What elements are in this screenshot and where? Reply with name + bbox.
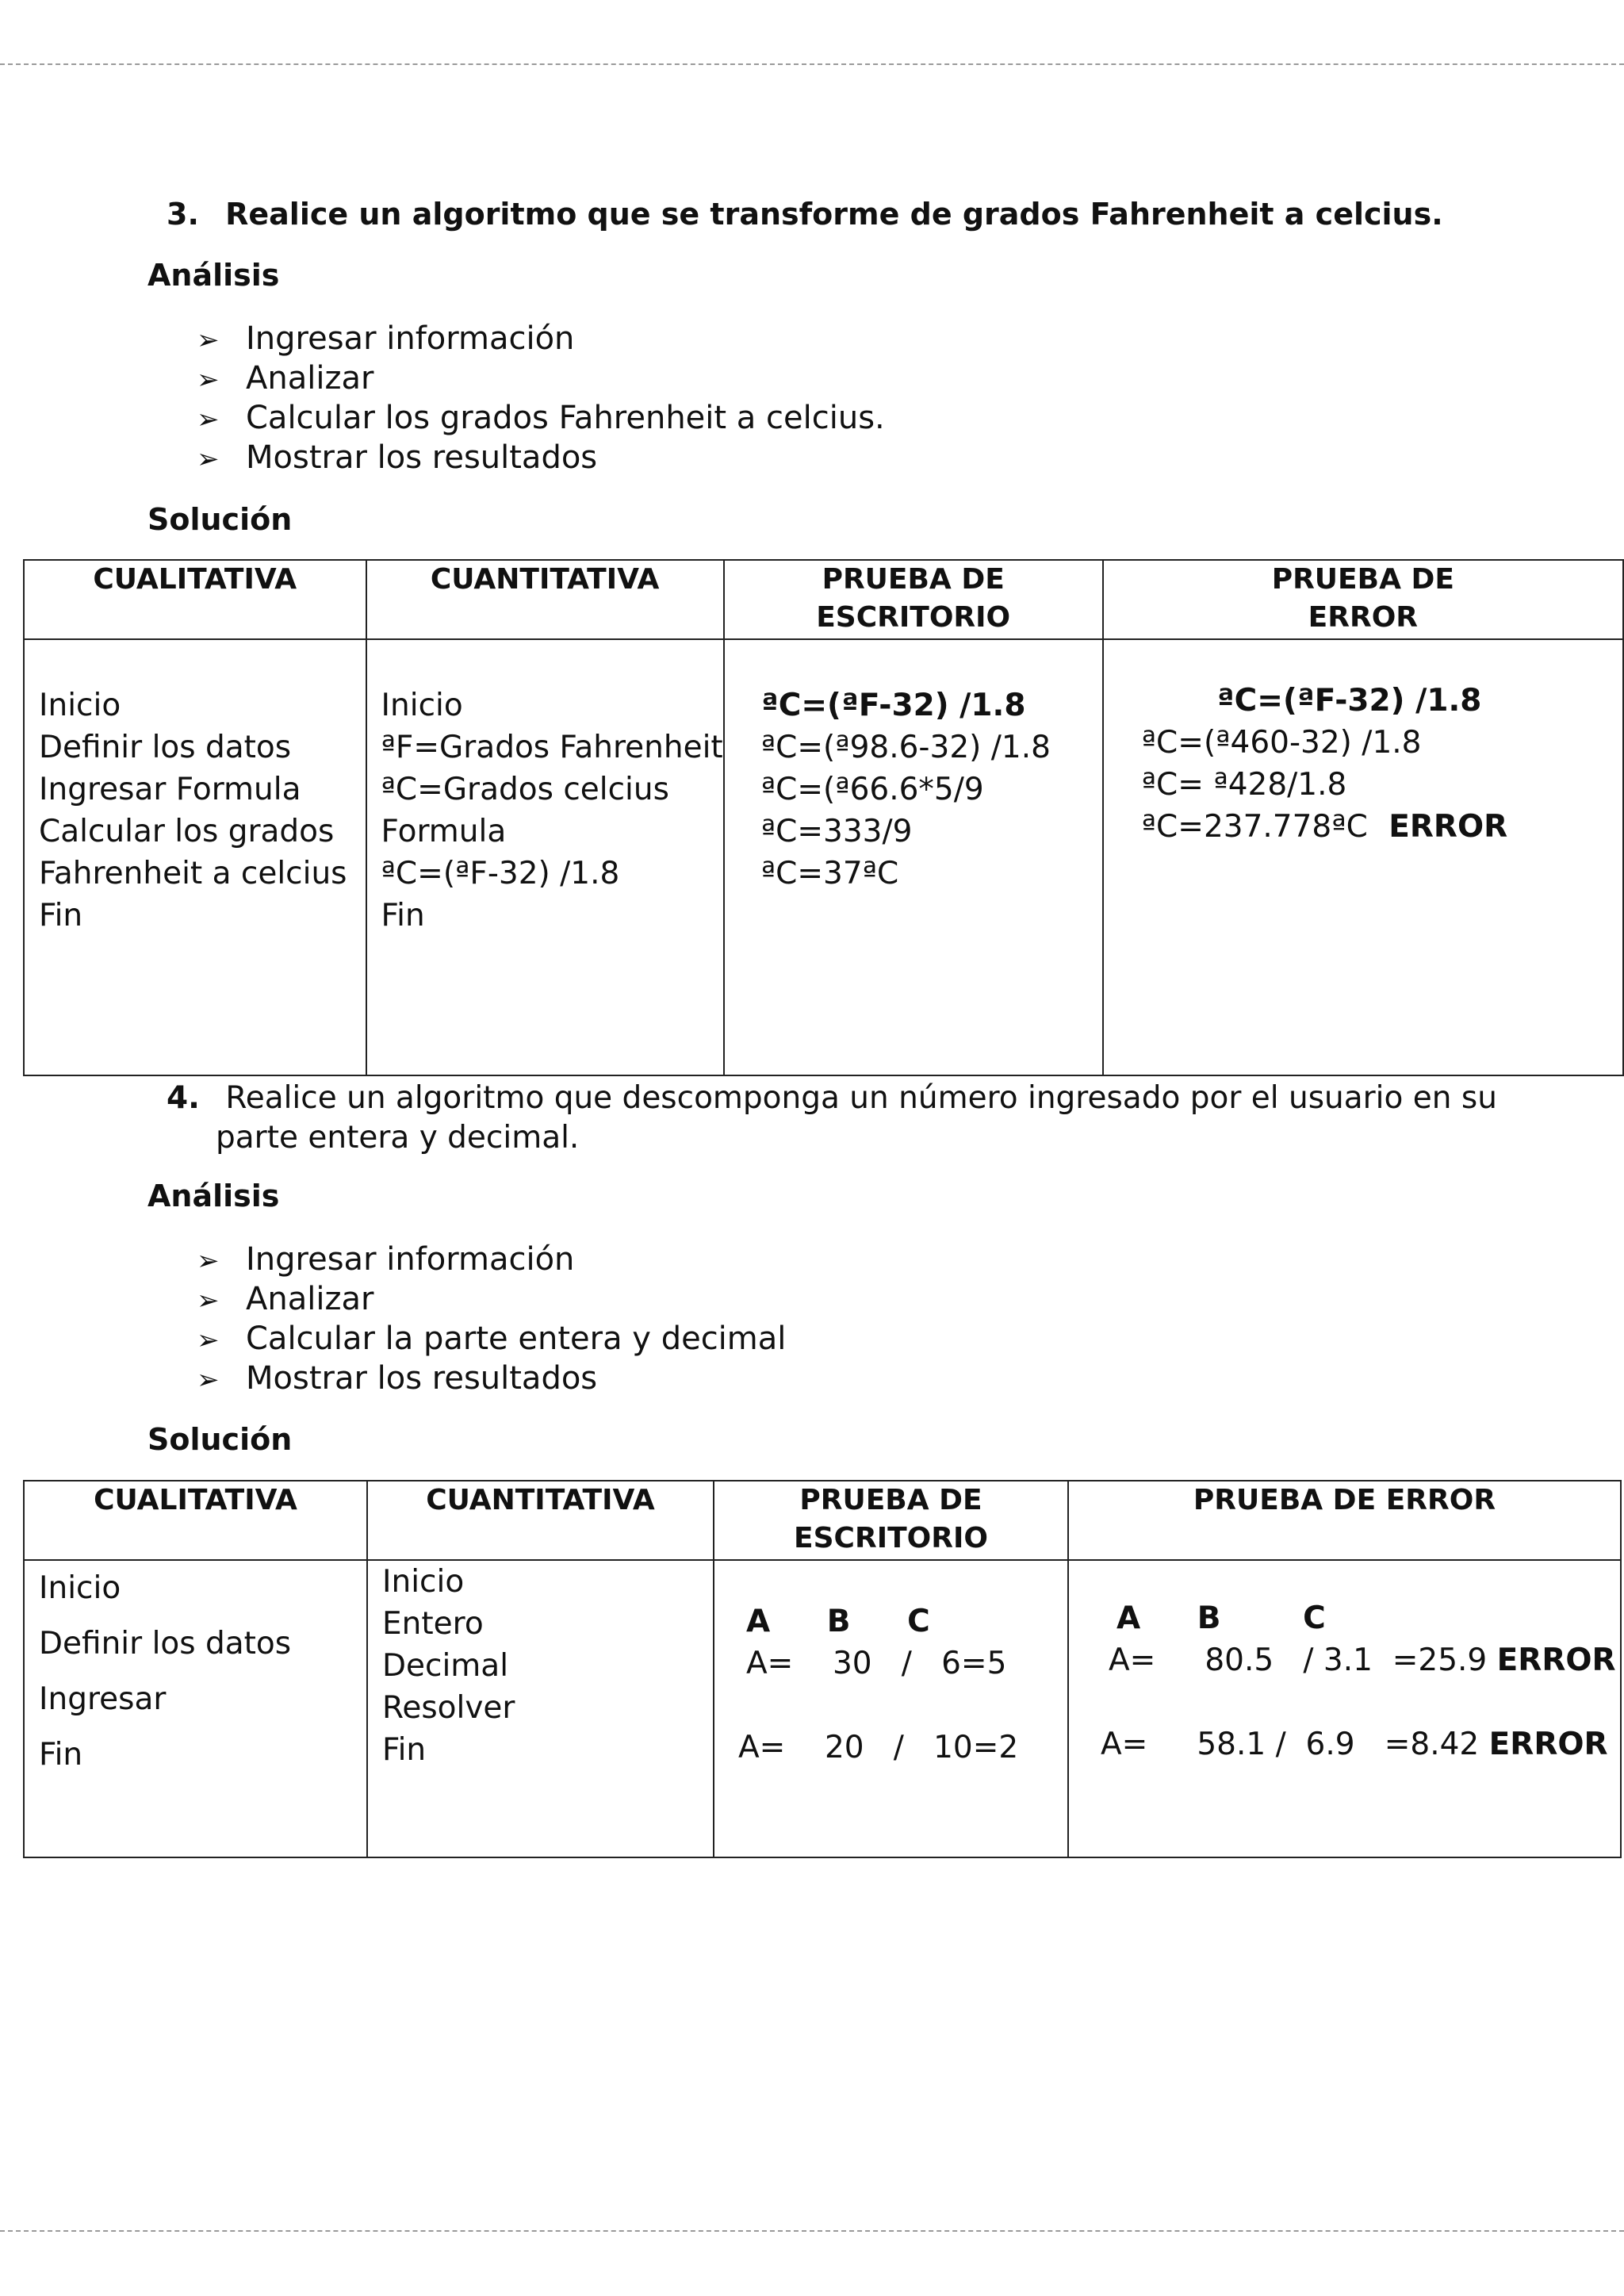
section-4-title-line1: Realice un algoritmo que descomponga un número ingresado por el usuario en su [225,1080,1497,1116]
prueba-escritorio-cell: A B C A= 30 / 6=5 A= 20 / 10=2 [714,1560,1068,1857]
error-column-letters: A B C [1116,1600,1326,1636]
section-4-heading [167,1079,1497,1158]
list-item: ➢ Mostrar los resultados [197,1359,786,1398]
list-item: ➢ Calcular los grados Fahrenheit a celcius. [197,398,885,438]
escritorio-column-letters: A B C [746,1604,930,1639]
cualitativa-cell: Inicio Definir los datos Ingresar Formula Calcular los grados Fahrenheit a celcius Fin [24,639,366,1075]
column-header-cuantitativa: CUANTITATIVA [366,560,724,639]
arrow-bullet-icon: ➢ [197,404,220,435]
column-header-prueba-escritorio: PRUEBA DE ESCRITORIO [714,1481,1068,1560]
error-tag: ERROR [1488,1727,1608,1762]
column-header-cualitativa: CUALITATIVA [24,1481,367,1560]
prueba-error-cell: ªC=(ªF-32) /1.8 ªC=(ª460-32) /1.8 ªC= ª428/1.8 ªC=237.778ªC ERROR [1103,639,1623,1075]
section-3-title: Realice un algoritmo que se transforme de grados Fahrenheit a celcius. [225,197,1443,232]
error-row: A= 58.1 / 6.9 =8.42 ERROR [1101,1727,1608,1762]
prueba-error-cell [1068,1560,1621,1857]
arrow-bullet-icon: ➢ [197,1324,220,1356]
cuantitativa-cell: Inicio ªF=Grados Fahrenheit ªC=Grados celcius Formula ªC=(ªF-32) /1.8 Fin [366,639,724,1075]
error-row: A= 80.5 / 3.1 =25.9 ERROR [1109,1642,1616,1678]
arrow-bullet-icon: ➢ [197,443,220,475]
arrow-bullet-icon: ➢ [197,324,220,356]
column-header-cuantitativa: CUANTITATIVA [367,1481,714,1560]
arrow-bullet-icon: ➢ [197,1245,220,1277]
section-4-number: 4. [167,1080,200,1116]
column-header-prueba-error: PRUEBA DE ERROR [1103,560,1623,639]
section-4-solution-label: Solución [147,1422,293,1457]
cuantitativa-cell: Inicio Entero Decimal Resolver Fin [367,1560,714,1857]
cualitativa-cell: Inicio Definir los datos Ingresar Fin [24,1560,367,1857]
error-tag: ERROR [1388,809,1508,845]
list-item: ➢ Analizar [197,1279,786,1319]
section-3-analysis-list [197,319,885,477]
list-item: ➢ Analizar [197,358,885,398]
page-top-rule [0,63,1624,65]
section-4-title-line2: parte entera y decimal. [216,1120,580,1156]
column-header-cualitativa: CUALITATIVA [24,560,366,639]
prueba-escritorio-cell: ªC=(ªF-32) /1.8 ªC=(ª98.6-32) /1.8 ªC=(ª66.6*5/9 ªC=333/9 ªC=37ªC [724,639,1103,1075]
list-item: ➢ Calcular la parte entera y decimal [197,1319,786,1359]
section-4-solution-table [23,1480,1622,1858]
arrow-bullet-icon: ➢ [197,1364,220,1396]
escritorio-formula: ªC=(ªF-32) /1.8 [760,688,1026,723]
list-item: ➢ Ingresar información [197,319,885,358]
error-result-row: ªC=237.778ªC ERROR [1141,809,1508,845]
arrow-bullet-icon: ➢ [197,364,220,396]
error-formula: ªC=(ªF-32) /1.8 [1216,683,1482,719]
section-3-number: 3. [167,197,199,232]
column-header-prueba-error: PRUEBA DE ERROR [1068,1481,1621,1560]
arrow-bullet-icon: ➢ [197,1285,220,1317]
section-4-analysis-list [197,1240,786,1398]
section-4-analysis-label: Análisis [147,1179,280,1213]
section-3-solution-label: Solución [147,502,293,537]
section-3-analysis-label: Análisis [147,258,280,293]
list-item: ➢ Ingresar información [197,1240,786,1279]
column-header-prueba-escritorio: PRUEBA DE ESCRITORIO [724,560,1103,639]
error-tag: ERROR [1496,1642,1616,1678]
section-3-solution-table [23,559,1624,1076]
section-3-heading [167,197,1443,232]
list-item: ➢ Mostrar los resultados [197,438,885,477]
page-bottom-rule [0,2230,1624,2232]
